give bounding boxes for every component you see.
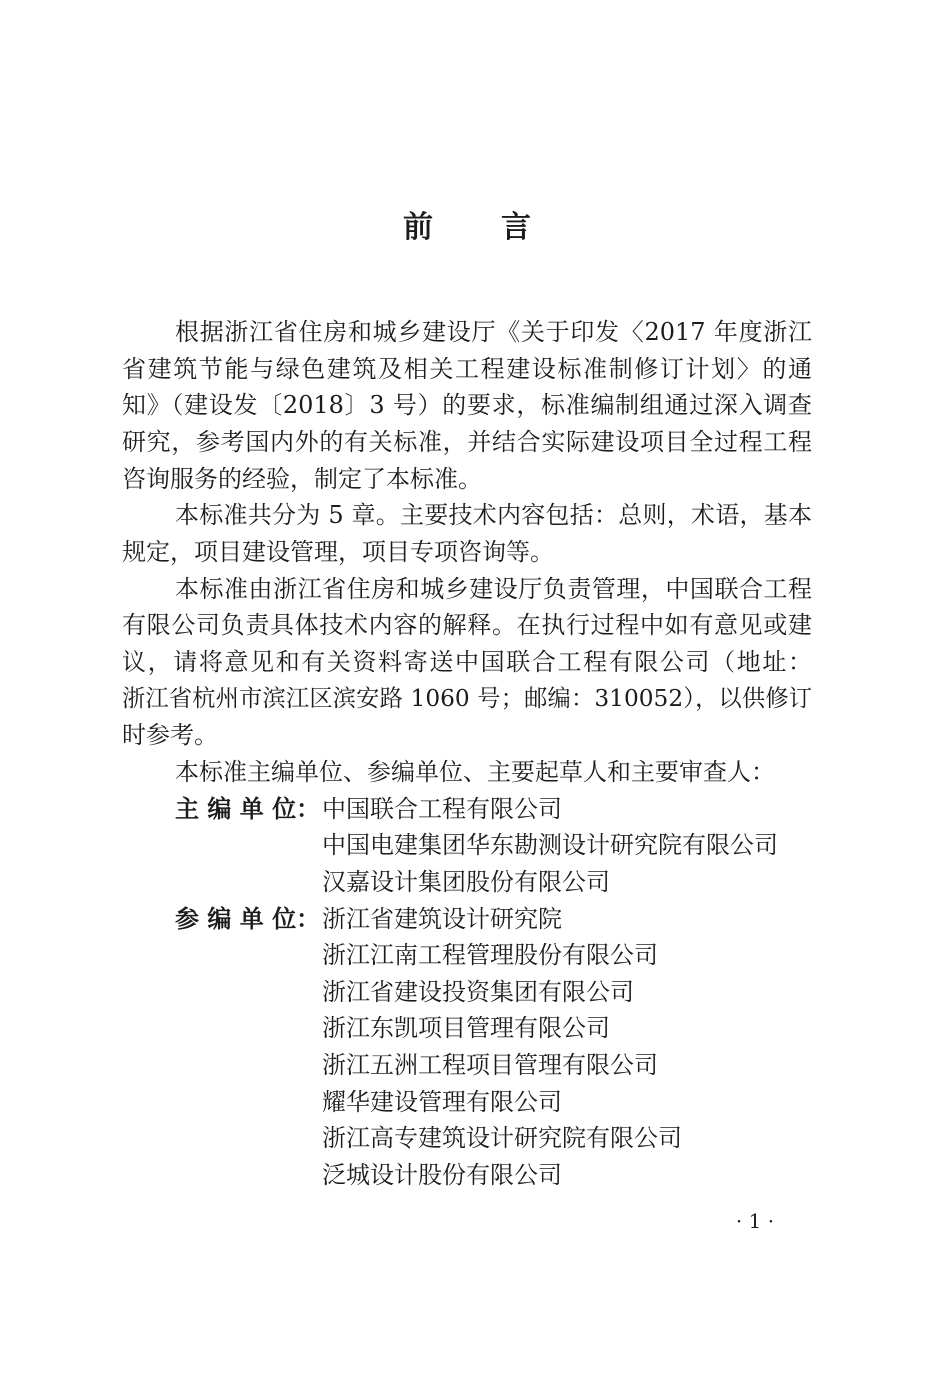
paragraph-line: 知》（建设发〔2018〕3 号）的要求，标准编制组通过深入调查 <box>122 391 812 420</box>
paragraph <box>122 571 812 754</box>
chief-editor-units-label: 主 编 单 位： <box>175 794 321 823</box>
org-name: 耀华建设管理有限公司 <box>322 1087 562 1116</box>
paragraph-line: 本标准共分为 5 章。主要技术内容包括：总则，术语，基本 <box>175 501 812 530</box>
chief-editor-units <box>122 791 812 901</box>
org-name: 泛城设计股份有限公司 <box>322 1161 562 1190</box>
org-name: 中国联合工程有限公司 <box>322 794 562 823</box>
paragraph-line: 省建筑节能与绿色建筑及相关工程建设标准制修订计划〉的通 <box>122 354 812 383</box>
paragraph-line: 时参考。 <box>122 721 218 750</box>
paragraph-line: 规定，项目建设管理，项目专项咨询等。 <box>122 537 554 566</box>
paragraph-line: 议，请将意见和有关资料寄送中国联合工程有限公司（地址： <box>122 647 812 676</box>
paragraph-line: 研究，参考国内外的有关标准，并结合实际建设项目全过程工程 <box>122 427 812 456</box>
page-title: 前 言 <box>403 210 550 245</box>
org-row <box>122 791 812 828</box>
paragraph-line: 浙江省杭州市滨江区滨安路 1060 号；邮编：310052），以供修订 <box>122 684 812 712</box>
org-name: 浙江五洲工程项目管理有限公司 <box>322 1051 658 1080</box>
org-row <box>122 901 812 938</box>
org-name: 汉嘉设计集团股份有限公司 <box>322 867 610 896</box>
paragraph-line: 有限公司负责具体技术内容的解释。在执行过程中如有意见或建 <box>122 611 812 640</box>
paragraph <box>122 314 812 497</box>
paragraph-line: 咨询服务的经验，制定了本标准。 <box>122 464 482 493</box>
participating-units-label: 参 编 单 位： <box>175 904 321 933</box>
paragraph-line: 本标准主编单位、参编单位、主要起草人和主要审查人： <box>175 757 775 786</box>
org-name: 浙江高专建筑设计研究院有限公司 <box>322 1124 682 1153</box>
paragraph <box>122 497 812 570</box>
body-text <box>122 314 812 1194</box>
org-name: 浙江东凯项目管理有限公司 <box>322 1014 610 1043</box>
paragraph <box>122 754 812 791</box>
paragraph-line: 本标准由浙江省住房和城乡建设厅负责管理，中国联合工程 <box>175 574 812 603</box>
org-name: 浙江省建筑设计研究院 <box>322 904 562 933</box>
org-name: 浙江省建设投资集团有限公司 <box>322 977 634 1006</box>
org-name: 浙江江南工程管理股份有限公司 <box>322 941 658 970</box>
page-number: · 1 · <box>735 1209 775 1233</box>
participating-units <box>122 901 812 1194</box>
org-name: 中国电建集团华东勘测设计研究院有限公司 <box>322 831 778 860</box>
paragraph-line: 根据浙江省住房和城乡建设厅《关于印发〈2017 年度浙江 <box>175 318 812 346</box>
